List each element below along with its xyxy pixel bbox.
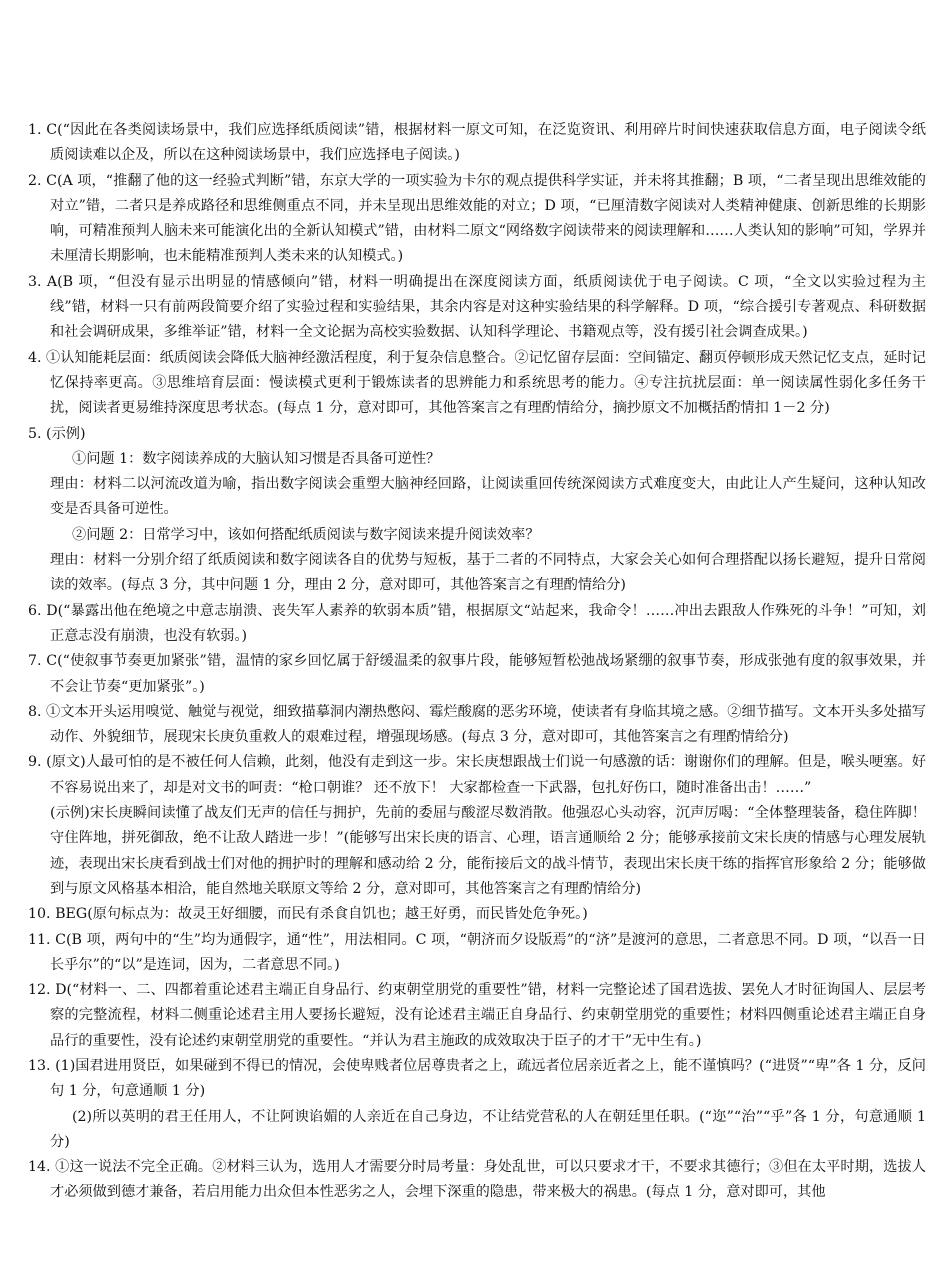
answer-paragraph: 理由：材料二以河流改道为喻，指出数字阅读会重塑大脑神经回路，让阅读重回传统深阅读方式难度变大，由此让人产生疑问，这种认知改变是否具备可逆性。 <box>50 476 926 518</box>
answer-paragraph: 12. D(“材料一、二、四都着重论述君主端正自身品行、约束朝堂朋党的重要性”错，材料一完整论述了国君选拔、罢免人才时征询国人、层层考察的完整流程，材料二侧重论述君主用人要扬长避短，没有论述君主端正自身品行、约束朝堂朋党的重要性；材料四侧重论述君主端正自身品行的重要性，没有论述约束朝堂朋党的重要性。“并认为君主施政的成效取决于臣子的才干”无中生有。) <box>28 982 926 1049</box>
answer-paragraph: 6. D(“暴露出他在绝境之中意志崩溃、丧失军人素养的软弱本质”错，根据原文“站起来，我命令！……冲出去跟敌人作殊死的斗争！”可知，刘正意志没有崩溃，也没有软弱。) <box>28 602 926 644</box>
answer-paragraph: 14. ①这一说法不完全正确。②材料三认为，选用人才需要分时局考量：身处乱世，可以只要求才干，不要求其德行；③但在太平时期，选拔人才必须做到德才兼备，若启用能力出众但本性恶劣之人，会埋下深重的隐患，带来极大的祸患。(每点 1 分，意对即可，其他 <box>28 1159 926 1201</box>
answer-paragraph: 8. ①文本开头运用嗅觉、触觉与视觉，细致描摹洞内潮热憋闷、霉烂酸腐的恶劣环境，使读者有身临其境之感。②细节描写。文本开头多处描写动作、外貌细节，展现宋长庚负重救人的艰难过程，增强现场感。(每点 3 分，意对即可，其他答案言之有理酌情给分) <box>28 703 926 746</box>
answer-paragraph: 10. BEG(原句标点为：故灵王好细腰，而民有杀食自饥也；越王好勇，而民皆处危争死。) <box>28 906 588 923</box>
answer-paragraph: 13. (1)国君进用贤臣，如果碰到不得已的情况，会使卑贱者位居尊贵者之上，疏远者位居亲近者之上，能不谨慎吗？(“进贤”“卑”各 1 分，反问句 1 分，句意通顺 1 分) <box>28 1057 926 1100</box>
answer-paragraph: (2)所以英明的君王任用人，不让阿谀谄媚的人亲近在自己身边，不让结党营私的人在朝廷里任职。(“迩”“治”“乎”各 1 分，句意通顺 1 分) <box>50 1108 926 1150</box>
answer-paragraph: 4. ①认知能耗层面：纸质阅读会降低大脑神经激活程度，利于复杂信息整合。②记忆留存层面：空间锚定、翻页停顿形成天然记忆支点，延时记忆保持率更高。③思维培育层面：慢读模式更利于锻炼读者的思辨能力和系统思考的能力。④专注抗扰层面：单一阅读属性弱化多任务干扰，阅读者更易维持深度思考状态。(每点 1 分，意对即可，其他答案言之有理酌情给分，摘抄原文不加概括酌情扣 1－2 分) <box>28 349 926 417</box>
answer-paragraph: 7. C(“使叙事节奏更加紧张”错，温情的家乡回忆属于舒缓温柔的叙事片段，能够短暂松弛战场紧绷的叙事节奏，形成张弛有度的叙事效果，并不会让节奏“更加紧张”。) <box>28 653 926 695</box>
answer-paragraph: 9. (原文)人最可怕的是不被任何人信赖，此刻，他没有走到这一步。宋长庚想跟战士们说一句感激的话：谢谢你们的理解。但是，喉头哽塞。好不容易说出来了，却是对文书的呵责：“枪口朝谁？ 还不放下！ 大家都检查一下武器，包扎好伤口，随时准备出击！……” <box>28 754 926 796</box>
answer-paragraph: 理由：材料一分别介绍了纸质阅读和数字阅读各自的优势与短板，基于二者的不同特点，大家会关心如何合理搭配以扬长避短，提升日常阅读的效率。(每点 3 分，其中问题 1 分，理由 2 分，意对即可，其他答案言之有理酌情给分) <box>50 552 926 594</box>
answer-paragraph: ①问题 1：数字阅读养成的大脑认知习惯是否具备可逆性？ <box>72 450 441 467</box>
answer-paragraph: 3. A(B 项，“但没有显示出明显的情感倾向”错，材料一明确提出在深度阅读方面，纸质阅读优于电子阅读。C 项，“全文以实验过程为主线”错，材料一只有前两段简要介绍了实验过程和实验结果，其余内容是对这种实验结果的科学解释。D 项，“综合援引专著观点、科研数据和社会调研成果，多维举证”错，材料一全文论据为高校实验数据、认知科学理论、书籍观点等，没有援引社会调查成果。) <box>28 273 926 341</box>
answer-paragraph: (示例)宋长庚瞬间读懂了战友们无声的信任与拥护，先前的委屈与酸涩尽数消散。他强忍心头动容，沉声厉喝：“全体整理装备，稳住阵脚！守住阵地，拼死御敌，绝不让敌人踏进一步！”(能够写出宋长庚的语言、心理，语言通顺给 2 分；能够承接前文宋长庚的情感与心理发展轨迹，表现出宋长庚看到战士们对他的拥护时的理解和感动给 2 分，能衔接后文的战斗情节，表现出宋长庚干练的指挥官形象给 2 分；能够做到与原文风格基本相洽，能自然地关联原文等给 2 分，意对即可，其他答案言之有理酌情给分) <box>50 805 926 897</box>
answer-paragraph: 11. C(B 项，两句中的“生”均为通假字，通“性”，用法相同。C 项，“朝济而夕设版焉”的“济”是渡河的意思，二者意思不同。D 项，“以吾一日长乎尔”的“以”是连词，因为，二者意思不同。) <box>28 931 926 973</box>
answer-paragraph: ②问题 2：日常学习中，该如何搭配纸质阅读与数字阅读来提升阅读效率？ <box>72 526 540 543</box>
answer-paragraph: 2. C(A 项，“推翻了他的这一经验式判断”错，东京大学的一项实验为卡尔的观点提供科学实证，并未将其推翻；B 项，“二者呈现出思维效能的对立”错，二者只是养成路径和思维侧重点不同，并未呈现出思维效能的对立；D 项，“已厘清数字阅读对人类精神健康、创新思维的长期影响，可精准预判人脑未来可能演化出的全新认知模式”错，由材料二原文“网络数字阅读带来的阅读理解和……人类认知的影响”可知，学界并未厘清长期影响，也未能精准预判人类未来的认知模式。) <box>28 172 926 265</box>
answer-key-document <box>28 118 926 1206</box>
answer-paragraph: 1. C(“因此在各类阅读场景中，我们应选择纸质阅读”错，根据材料一原文可知，在泛览资讯、利用碎片时间快速获取信息方面，电子阅读令纸质阅读难以企及，所以在这种阅读场景中，我们应选择电子阅读。) <box>28 122 926 164</box>
answer-paragraph: 5. (示例) <box>28 425 86 442</box>
